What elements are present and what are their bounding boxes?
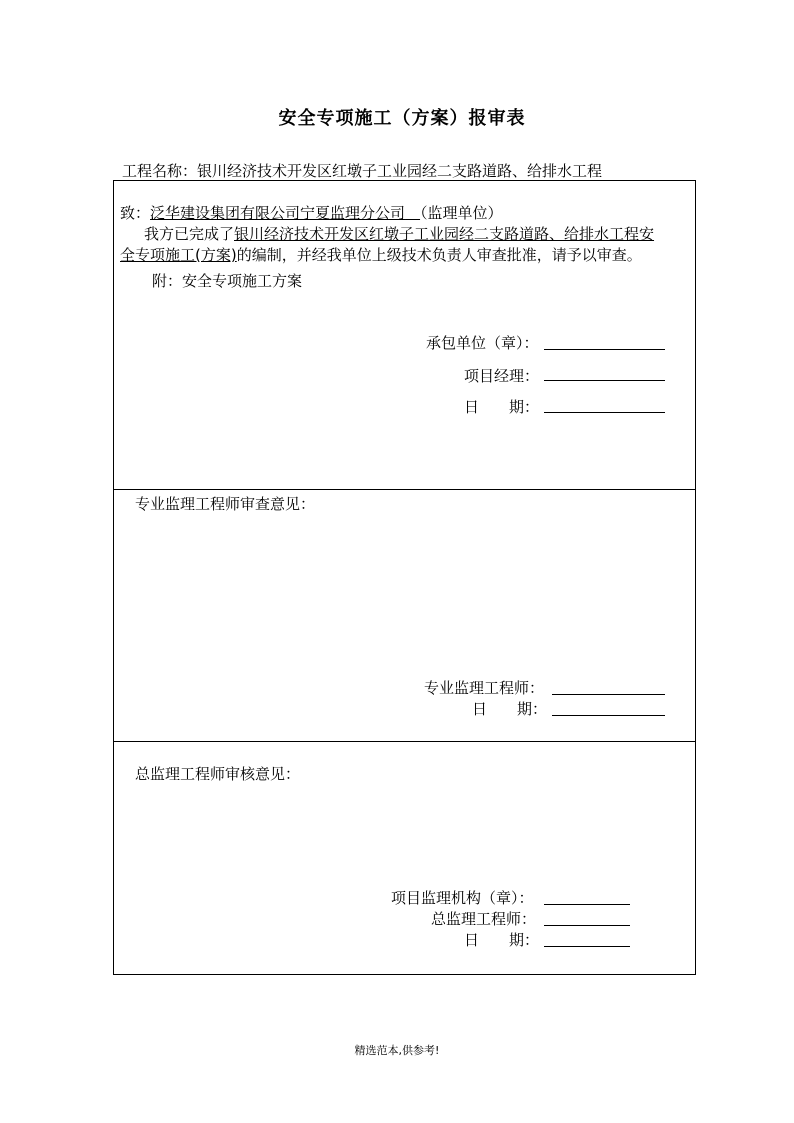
- org-label: 项目监理机构（章）：: [391, 889, 534, 907]
- date-line-3[interactable]: [544, 946, 630, 947]
- supervision-unit: 泛华建设集团有限公司宁夏监理分公司: [150, 204, 406, 222]
- chief-opinion-label: 总监理工程师审核意见：: [135, 765, 301, 783]
- manager-label: 项目经理：: [464, 367, 540, 385]
- addressee-prefix: 致：: [120, 204, 151, 222]
- date-label-1: 日 期：: [464, 398, 540, 416]
- addressee-blank: [405, 204, 420, 222]
- engineer-label: 专业监理工程师：: [424, 679, 545, 697]
- contractor-label: 承包单位（章）：: [426, 334, 539, 352]
- date-line-1[interactable]: [544, 412, 665, 413]
- body-line-1: [144, 223, 654, 244]
- project-underlined-2: 全专项施工(方案): [120, 246, 237, 264]
- manager-signature-line[interactable]: [544, 380, 665, 381]
- date-label-2: 日 期：: [472, 700, 548, 718]
- engineer-signature-line[interactable]: [552, 694, 665, 695]
- chief-review-section: [113, 741, 696, 975]
- body-line-2: [120, 244, 642, 265]
- chief-label: 总监理工程师：: [431, 910, 537, 928]
- attachment-line: 附：安全专项施工方案: [152, 272, 303, 290]
- engineer-review-section: [113, 489, 696, 742]
- form-title: 安全专项施工（方案）报审表: [278, 108, 526, 129]
- addressee-line: [120, 202, 503, 223]
- footer-note: 精选范本,供参考!: [354, 1044, 440, 1057]
- date-label-3: 日 期：: [464, 931, 540, 949]
- body-indent-text: 我方已完成了: [144, 225, 235, 243]
- date-line-2[interactable]: [552, 715, 665, 716]
- body-rest: 的编制，并经我单位上级技术负责人审查批准，请予以审查。: [236, 246, 642, 264]
- addressee-suffix: （监理单位）: [420, 204, 503, 222]
- org-signature-line[interactable]: [544, 904, 630, 905]
- contractor-signature-line[interactable]: [544, 349, 665, 350]
- engineer-opinion-label: 专业监理工程师审查意见：: [135, 495, 316, 513]
- project-underlined-1: 银川经济技术开发区红墩子工业园经二支路道路、给排水工程安: [234, 225, 655, 243]
- chief-signature-line[interactable]: [544, 925, 630, 926]
- submission-section: [113, 180, 696, 490]
- project-name: 工程名称：银川经济技术开发区红墩子工业园经二支路道路、给排水工程: [122, 162, 603, 180]
